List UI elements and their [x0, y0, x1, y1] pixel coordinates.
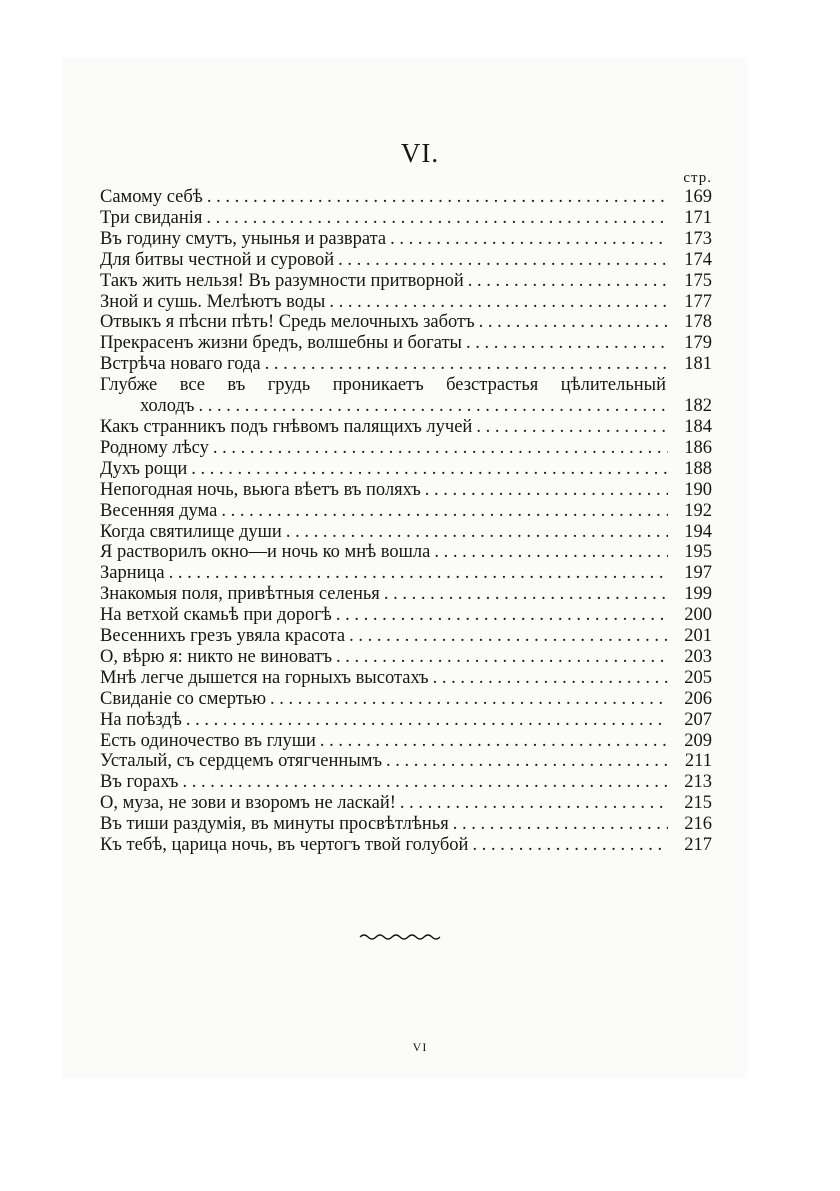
- entry-page: 190: [684, 479, 712, 500]
- entry-title: Три свиданія: [100, 207, 203, 228]
- toc-entry-wrapped: [100, 375, 712, 417]
- dot-leader: [194, 396, 668, 417]
- dot-leader: [261, 354, 668, 375]
- entry-page: 209: [684, 730, 712, 751]
- dot-leader: [380, 584, 668, 605]
- wave-ornament-icon: [358, 930, 442, 944]
- entry-page: 211: [684, 751, 712, 772]
- entry-title: О, вѣрю я: никто не виноватъ: [100, 646, 333, 667]
- dot-leader: [472, 417, 668, 438]
- entry-title: Какъ странникъ подъ гнѣвомъ палящихъ лучей: [100, 416, 473, 437]
- entry-title: Весенняя дума: [100, 500, 218, 521]
- entry-page: 192: [684, 500, 712, 521]
- entry-title: Весеннихъ грезъ увяла красота: [100, 626, 346, 647]
- entry-page: 203: [684, 646, 712, 667]
- entry-page: 181: [684, 354, 712, 375]
- section-title: VI.: [400, 138, 440, 168]
- entry-page: 205: [684, 667, 712, 688]
- dot-leader: [464, 271, 668, 292]
- toc-entry: [100, 333, 712, 354]
- entry-title: Духъ рощи: [100, 458, 188, 479]
- dot-leader: [475, 312, 668, 333]
- toc-entry: [100, 751, 712, 772]
- dot-leader: [430, 542, 668, 563]
- dot-leader: [332, 647, 668, 668]
- dot-leader: [282, 522, 668, 543]
- toc-entry: [100, 438, 712, 459]
- entry-title-line2: холодъ: [140, 396, 195, 417]
- toc-entry: [100, 647, 712, 668]
- dot-leader: [316, 731, 668, 752]
- toc-entry: [100, 814, 712, 835]
- entry-page: 216: [684, 814, 712, 835]
- toc-entry: [100, 250, 712, 271]
- dot-leader: [396, 793, 668, 814]
- entry-title: Такъ жить нельзя! Въ разумности притворной: [100, 270, 464, 291]
- entry-title: Зной и сушь. Мелѣютъ воды: [100, 291, 326, 312]
- dot-leader: [209, 438, 668, 459]
- entry-title: О, муза, не зови и взоромъ не ласкай!: [100, 793, 396, 814]
- entry-page: 217: [684, 835, 712, 856]
- entry-title: Въ годину смутъ, унынья и разврата: [100, 228, 387, 249]
- dot-leader: [429, 668, 668, 689]
- entry-title: Зарница: [100, 563, 165, 584]
- toc-entry: [100, 668, 712, 689]
- entry-page: 199: [684, 584, 712, 605]
- toc-entry: [100, 542, 712, 563]
- toc-entry: [100, 793, 712, 814]
- entry-page: 184: [684, 416, 712, 437]
- dot-leader: [421, 480, 668, 501]
- entry-page: 197: [684, 563, 712, 584]
- dot-leader: [332, 605, 668, 626]
- toc-entry: [100, 689, 712, 710]
- dot-leader: [203, 187, 668, 208]
- toc-entry: [100, 208, 712, 229]
- toc-entry: [100, 480, 712, 501]
- entry-title: Встрѣча новаго года: [100, 354, 261, 375]
- toc-entry: [100, 772, 712, 793]
- entry-page: 169: [684, 187, 712, 207]
- entry-page: 175: [684, 270, 712, 291]
- toc-entry: [100, 187, 712, 208]
- entry-title: Мнѣ легче дышется на горныхъ высотахъ: [100, 667, 429, 688]
- dot-leader: [266, 689, 668, 710]
- entry-title: Для битвы честной и суровой: [100, 249, 335, 270]
- entry-page: 177: [684, 291, 712, 312]
- entry-page: 200: [684, 605, 712, 626]
- entry-title: Есть одиночество въ глуши: [100, 730, 316, 751]
- entry-title: Знакомыя поля, привѣтныя селенья: [100, 584, 380, 605]
- table-of-contents: [100, 187, 712, 856]
- toc-entry: [100, 731, 712, 752]
- dot-leader: [187, 459, 668, 480]
- entry-page: 206: [684, 688, 712, 709]
- dot-leader: [345, 626, 668, 647]
- toc-entry: [100, 710, 712, 731]
- dot-leader: [449, 814, 668, 835]
- toc-entry: [100, 229, 712, 250]
- entry-title: Усталый, съ сердцемъ отягченнымъ: [100, 751, 383, 772]
- dot-leader: [462, 333, 668, 354]
- dot-leader: [182, 710, 668, 731]
- toc-entry: [100, 292, 712, 313]
- toc-entry: [100, 417, 712, 438]
- dot-leader: [468, 835, 668, 856]
- entry-page: 195: [684, 542, 712, 563]
- entry-page: 213: [684, 772, 712, 793]
- dot-leader: [217, 501, 668, 522]
- toc-entry: [100, 354, 712, 375]
- entry-page: 178: [684, 312, 712, 333]
- toc-entry: [100, 501, 712, 522]
- dot-leader: [325, 292, 668, 313]
- entry-page: 201: [684, 626, 712, 647]
- toc-entry: [100, 835, 712, 856]
- entry-page: 215: [684, 793, 712, 814]
- entry-title: Когда святилище души: [100, 521, 282, 542]
- dot-leader: [178, 772, 668, 793]
- entry-title: Я растворилъ окно—и ночь ко мнѣ вошла: [100, 542, 431, 563]
- page-column-label: стр.: [683, 170, 712, 186]
- dot-leader: [386, 229, 668, 250]
- entry-title: Прекрасенъ жизни бредъ, волшебны и богаты: [100, 333, 462, 354]
- entry-title: Свиданіе со смертью: [100, 688, 267, 709]
- entry-title: Самому себѣ: [100, 187, 203, 207]
- entry-title: На ветхой скамьѣ при дорогѣ: [100, 605, 332, 626]
- toc-entry: [100, 626, 712, 647]
- entry-page: 173: [684, 228, 712, 249]
- entry-page: 186: [684, 437, 712, 458]
- dot-leader: [202, 208, 668, 229]
- toc-entry: [100, 312, 712, 333]
- toc-entry: [100, 563, 712, 584]
- entry-page: 182: [684, 396, 712, 417]
- entry-page: 174: [684, 249, 712, 270]
- entry-page: 207: [684, 709, 712, 730]
- dot-leader: [382, 751, 668, 772]
- entry-title: Въ тиши раздумія, въ минуты просвѣтлѣнья: [100, 814, 449, 835]
- entry-title: Отвыкъ я пѣсни пѣть! Средь мелочныхъ заботъ: [100, 312, 475, 333]
- toc-entry: [100, 605, 712, 626]
- dot-leader: [165, 563, 668, 584]
- entry-page: 171: [684, 207, 712, 228]
- toc-entry: [100, 584, 712, 605]
- toc-entry: [100, 459, 712, 480]
- entry-title-line2-row: [100, 396, 712, 417]
- entry-page: 188: [684, 458, 712, 479]
- entry-title: Родному лѣсу: [100, 437, 209, 458]
- toc-entry: [100, 271, 712, 292]
- entry-title-line1: Глубже все въ грудь проникаетъ безстрастья цѣлительный: [100, 375, 666, 396]
- entry-title: Къ тебѣ, царица ночь, въ чертогъ твой голубой: [100, 835, 469, 856]
- entry-title: Непогодная ночь, вьюга вѣетъ въ поляхъ: [100, 479, 421, 500]
- page-folio: VI: [412, 1040, 428, 1054]
- entry-title: Въ горахъ: [100, 772, 179, 793]
- entry-page: 194: [684, 521, 712, 542]
- dot-leader: [334, 250, 668, 271]
- entry-title: На поѣздѣ: [100, 709, 182, 730]
- entry-page: 179: [684, 333, 712, 354]
- toc-entry: [100, 522, 712, 543]
